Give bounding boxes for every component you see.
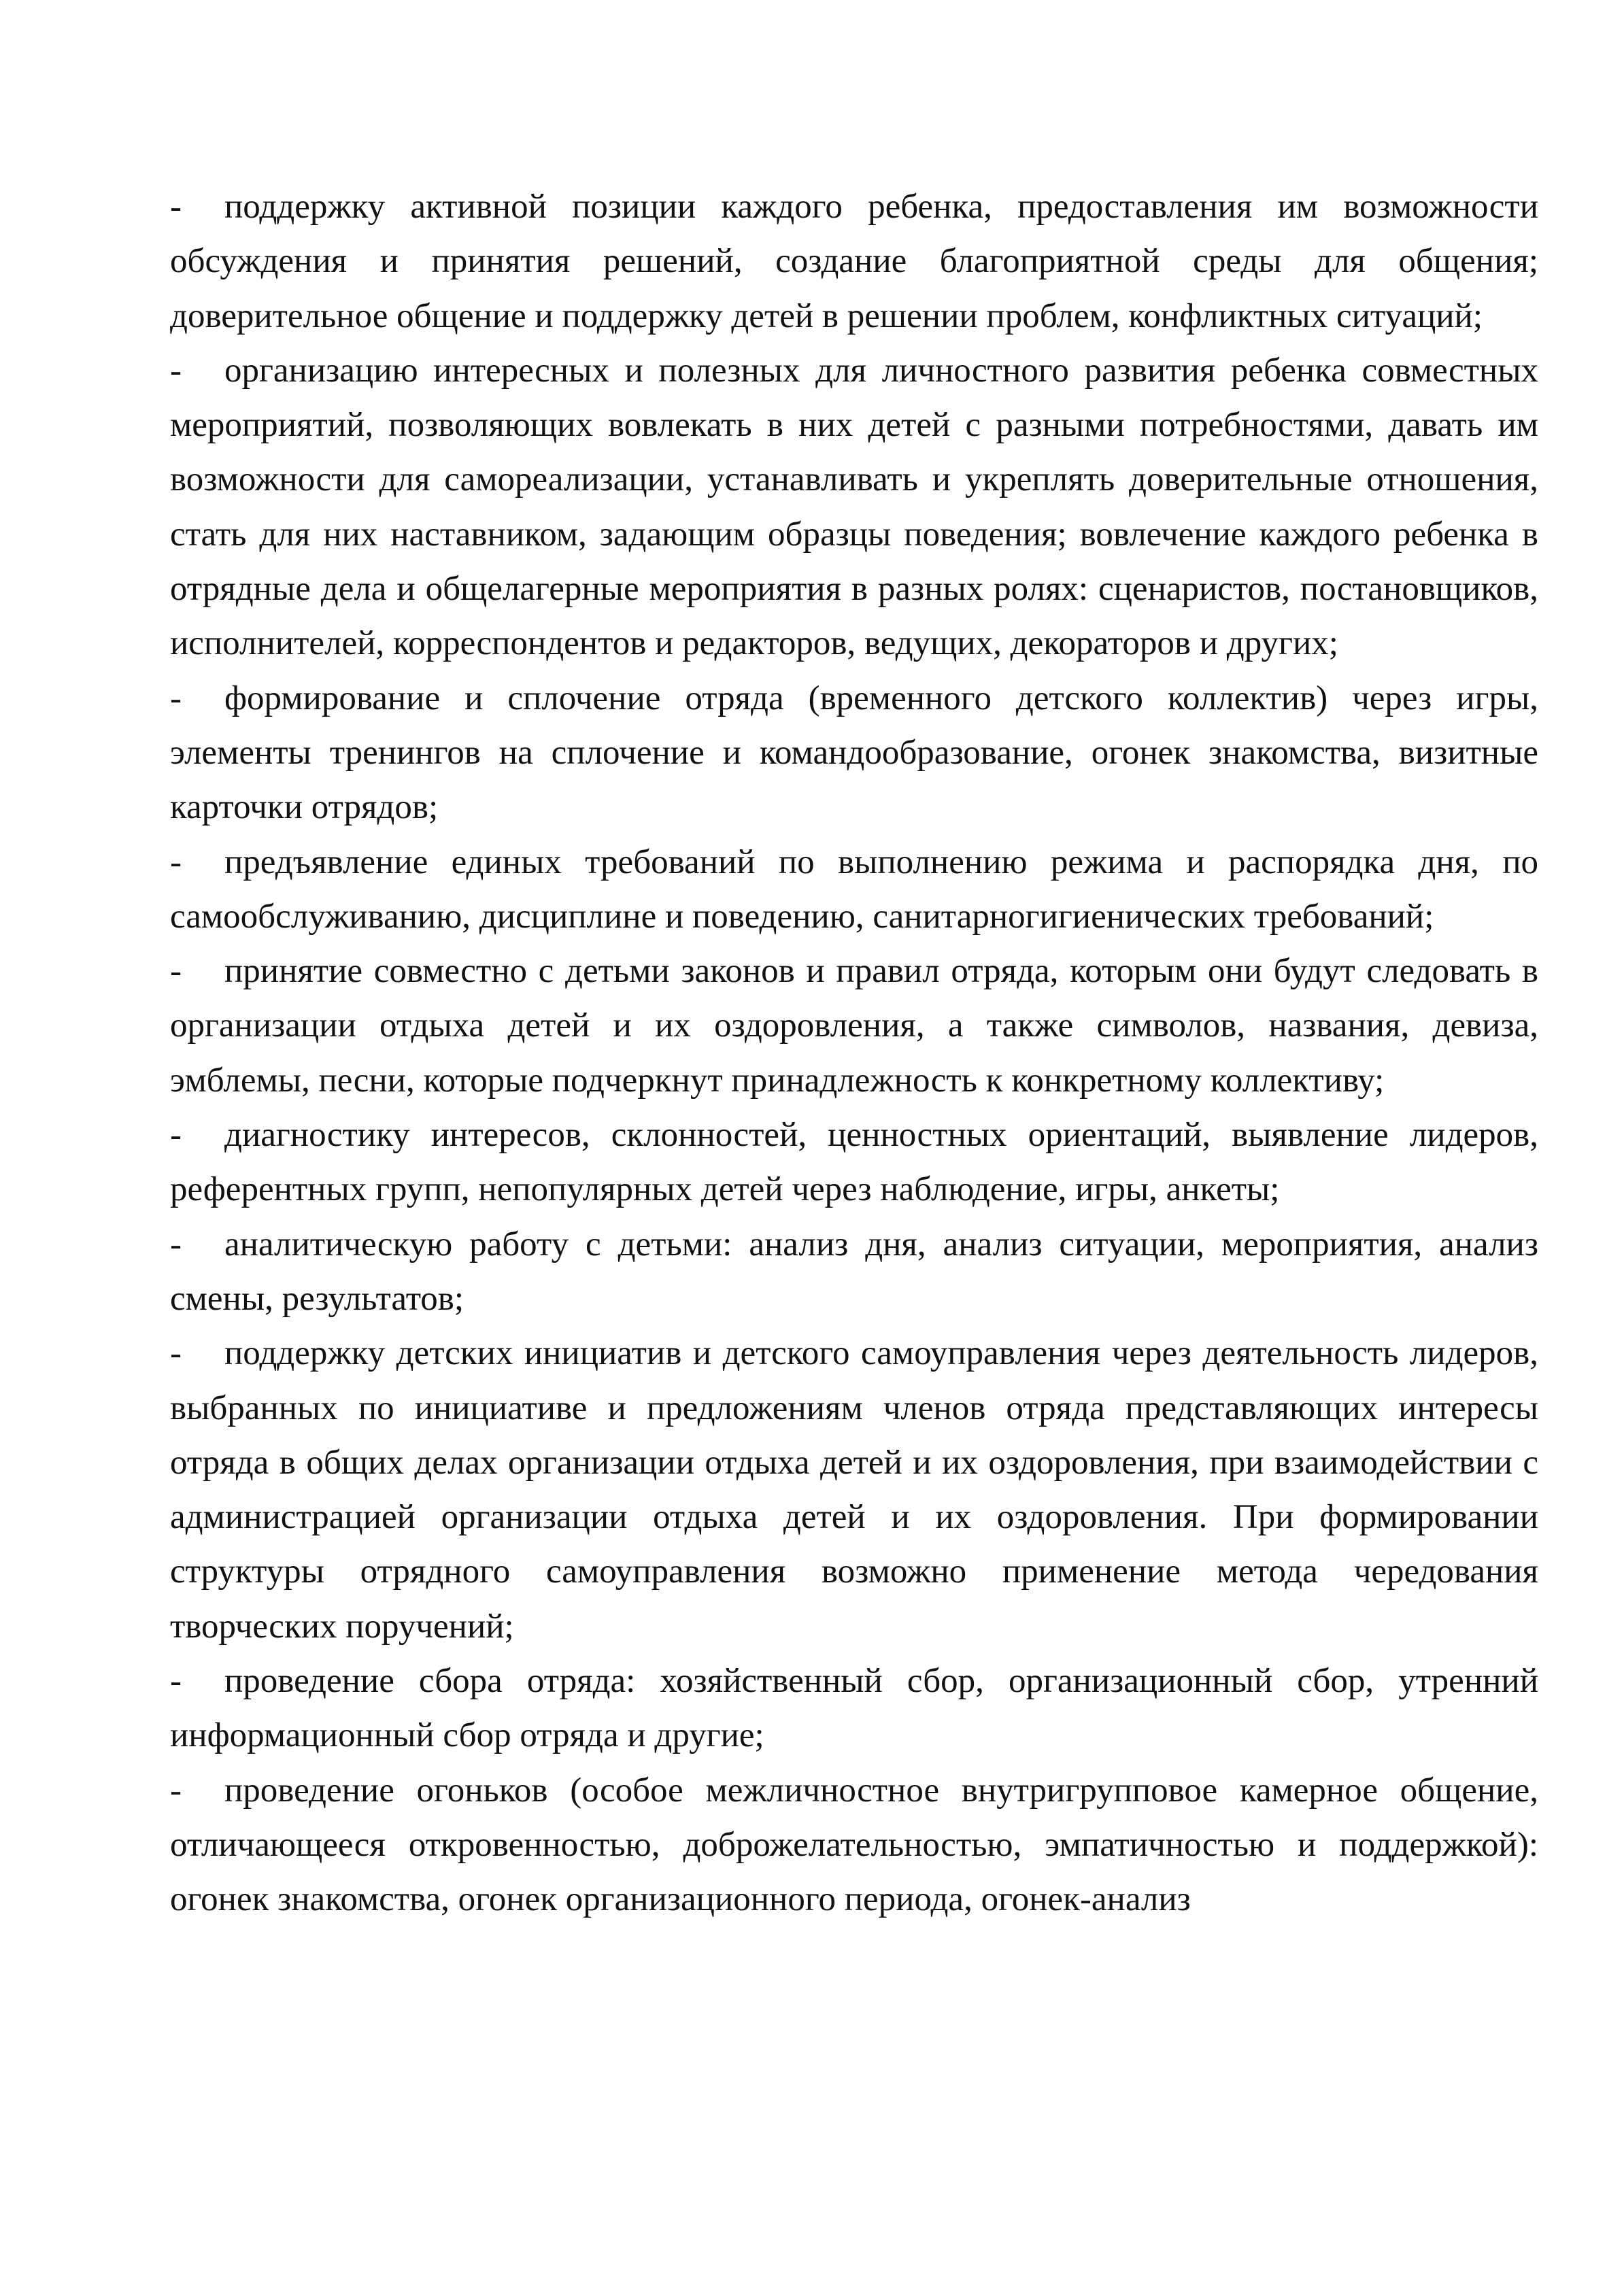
list-item [170, 1217, 1538, 1327]
list-dash: - [170, 188, 182, 226]
list-item [170, 343, 1538, 671]
list-dash: - [170, 679, 182, 717]
list-dash: - [170, 952, 182, 991]
list-dash: - [170, 1771, 182, 1810]
list-item [170, 944, 1538, 1108]
list-item [170, 1654, 1538, 1763]
list-dash: - [170, 1662, 182, 1701]
list-item-text: поддержку детских инициатив и детского самоуправления через деятельность лидеров, выбранных по инициативе и предложениям членов отряда представляющих интересы отряда в общих делах организации отдыха детей и их оздоровления, при взаимодействии с администрацией организации отдыха детей и их оздоровления. При формировании структуры отрядного самоуправления возможно применение метода чередования творческих поручений; [170, 1334, 1538, 1646]
list-item-text: аналитическую работу с детьми: анализ дня, анализ ситуации, мероприятия, анализ смены, результатов; [170, 1225, 1538, 1318]
list-item [170, 180, 1538, 343]
list-item-text: диагностику интересов, склонностей, ценностных ориентаций, выявление лидеров, референтных групп, непопулярных детей через наблюдение, игры, анкеты; [170, 1116, 1538, 1209]
list-item-text: проведение сбора отряда: хозяйственный сбор, организационный сбор, утренний информационный сбор отряда и другие; [170, 1662, 1538, 1755]
list-item [170, 671, 1538, 835]
list-dash: - [170, 351, 182, 390]
list-dash: - [170, 843, 182, 881]
list-dash: - [170, 1225, 182, 1263]
list-item [170, 835, 1538, 945]
list-item [170, 1326, 1538, 1654]
list-item [170, 1108, 1538, 1217]
list-dash: - [170, 1116, 182, 1155]
list-item-text: проведение огоньков (особое межличностное внутригрупповое камерное общение, отличающееся откровенностью, доброжелательностью, эмпатичностью и поддержкой): огонек знакомства, огонек организационного периода, огонек-анализ [170, 1771, 1538, 1919]
list-item [170, 1763, 1538, 1927]
document-body [170, 180, 1538, 1927]
list-item-text: поддержку активной позиции каждого ребенка, предоставления им возможности обсуждения и принятия решений, создание благоприятной среды для общения; доверительное общение и поддержку детей в решении проблем, конфликтных ситуаций; [170, 188, 1538, 335]
list-item-text: принятие совместно с детьми законов и правил отряда, которым они будут следовать в организации отдыха детей и их оздоровления, а также символов, названия, девиза, эмблемы, песни, которые подчеркнут принадлежность к конкретному коллективу; [170, 952, 1538, 1100]
list-item-text: формирование и сплочение отряда (временного детского коллектив) через игры, элементы тренингов на сплочение и командообразование, огонек знакомства, визитные карточки отрядов; [170, 679, 1538, 827]
list-item-text: предъявление единых требований по выполнению режима и распорядка дня, по самообслуживанию, дисциплине и поведению, санитарногигиенических требований; [170, 843, 1538, 936]
list-dash: - [170, 1334, 182, 1373]
list-item-text: организацию интересных и полезных для личностного развития ребенка совместных мероприятий, позволяющих вовлекать в них детей с разными потребностями, давать им возможности для самореализации, устанавливать и укреплять доверительные отношения, стать для них наставником, задающим образцы поведения; вовлечение каждого ребенка в отрядные дела и общелагерные мероприятия в разных ролях: сценаристов, постановщиков, исполнителей, корреспондентов и редакторов, ведущих, декораторов и других; [170, 351, 1538, 663]
